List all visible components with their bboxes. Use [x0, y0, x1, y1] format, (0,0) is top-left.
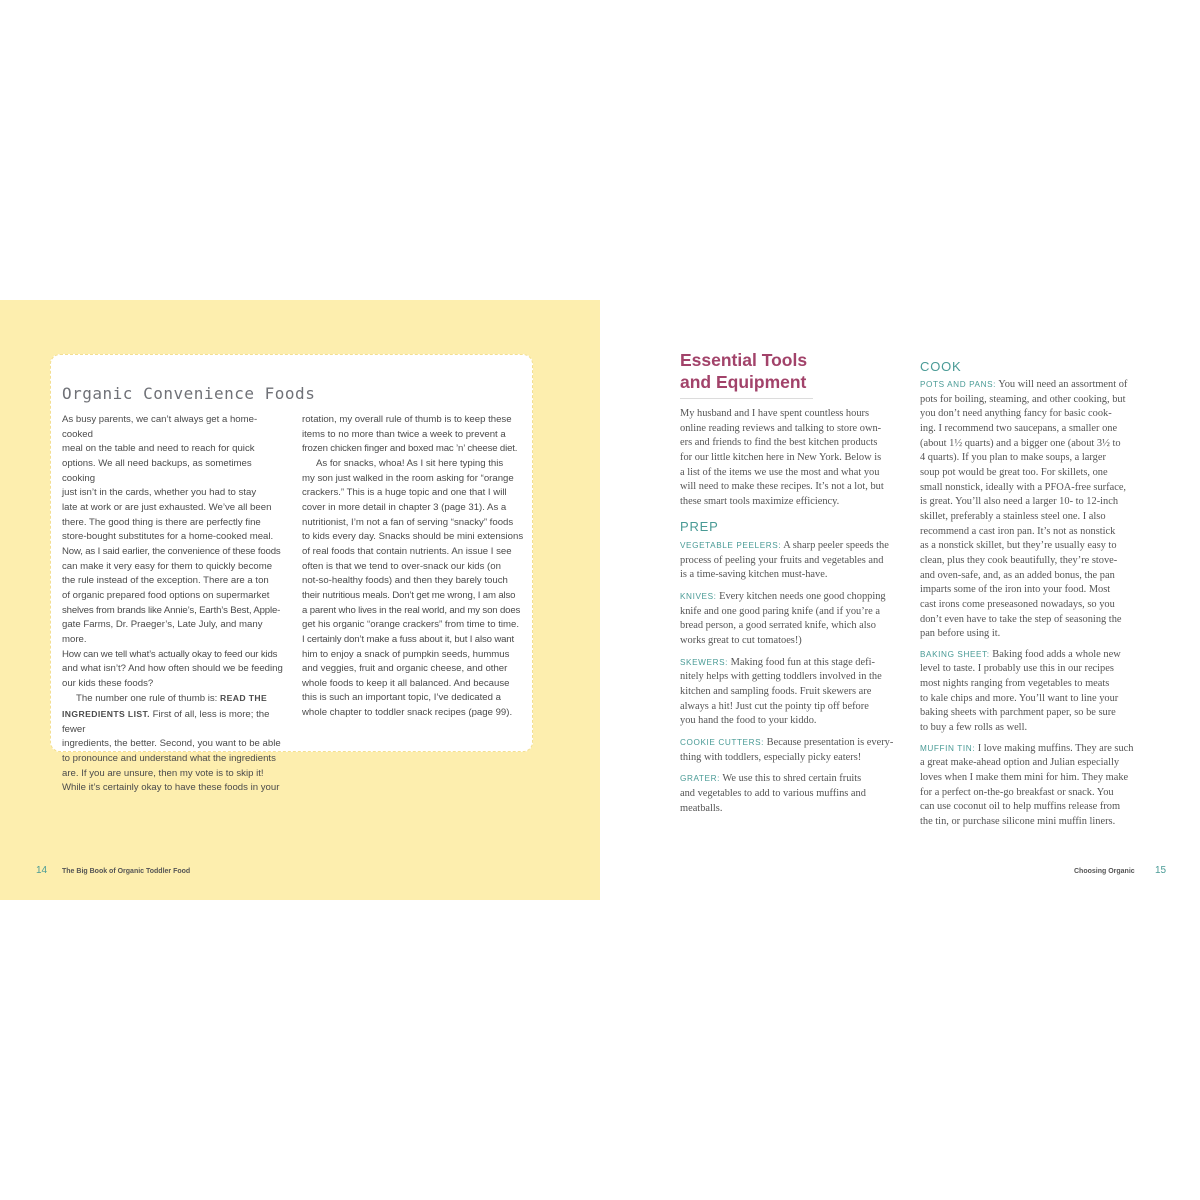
text-line: skillet, preferably a stainless steel one. I also [920, 510, 1106, 522]
text-line: don’t even have to take the step of seasoning the [920, 613, 1122, 625]
text-line: a parent who lives in the real world, and my son does [302, 604, 521, 616]
text-line: whole foods to keep it all balanced. And because [302, 677, 510, 689]
text-line: pots for boiling, steaming, and other cooking, but [920, 393, 1126, 405]
text-line: imparts some of the iron into your food. Most [920, 584, 1111, 596]
text-line: ingredients, the better. Second, you want to be able [62, 738, 281, 750]
text-line [680, 772, 900, 787]
page-title [680, 349, 807, 393]
prep-list [680, 539, 900, 823]
text-line: pan before using it. [920, 628, 1001, 640]
text-line: is a time-saving kitchen must-have. [680, 569, 828, 581]
text-line: of real foods that contain nutrients. An issue I see [302, 545, 512, 557]
text-line: their nutritious meals. Don’t get me wrong, I am also [302, 589, 516, 601]
text-run: First of all, less is more; the fewer [62, 709, 270, 735]
text-line: knife and one good paring knife (and if you’re a [680, 605, 880, 617]
text-run: You will need an assortment of [996, 379, 1128, 390]
text-line: and vegetables to add to various muffins and [680, 787, 866, 799]
text-run: A sharp peeler speeds the [781, 540, 889, 551]
text-line: there. The good thing is there are perfectly fine [62, 516, 261, 528]
text-line [920, 378, 1140, 393]
text-line: of organic prepared food options on supermarket [62, 589, 270, 601]
text-line: store-bought substitutes for a home-cooked meal. [62, 531, 274, 543]
text-line: for a perfect on-the-go breakfast or snack. You [920, 786, 1114, 798]
text-line: online reading reviews and talking to store own- [680, 422, 882, 434]
text-line: the rule instead of the exception. There are a ton [62, 575, 269, 587]
list-item-skewers [680, 656, 900, 729]
text-line: as a nonstick skillet, but they’re usually easy to [920, 540, 1117, 552]
text-line: As busy parents, we can’t always get a home-cooked [62, 414, 258, 440]
page-title-line-1: Essential Tools [680, 350, 808, 370]
text-line: level to taste. I probably use this in our recipes [920, 663, 1114, 675]
text-line [680, 736, 900, 751]
list-item-vegetable-peelers [680, 539, 900, 583]
text-line: most nights ranging from vegetables to meats [920, 678, 1110, 690]
text-line: and veggies, fruit and organic cheese, and other [302, 663, 508, 675]
text-line: you don’t need anything fancy for basic cook- [920, 408, 1112, 420]
term-label: BAKING SHEET: [920, 649, 990, 659]
text-line: is great. You’ll also need a larger 10- to 12-inch [920, 496, 1119, 508]
text-line: As for snacks, whoa! As I sit here typing this [316, 457, 504, 469]
text-line: can use coconut oil to help muffins release from [920, 801, 1121, 813]
text-line: to pronounce and understand what the ingredients [62, 753, 276, 765]
text-line [920, 648, 1140, 663]
text-line: crackers.” This is a huge topic and one that I will [302, 487, 507, 499]
text-line: My husband and I have spent countless hours [680, 408, 870, 419]
text-line: the tin, or purchase silicone mini muffin liners. [920, 816, 1116, 828]
text-line: get his organic “orange crackers” from time to time. [302, 619, 520, 631]
term-label: COOKIE CUTTERS: [680, 737, 765, 747]
title-divider [680, 398, 813, 399]
text-line: to kale chips and more. You’ll want to line your [920, 692, 1119, 704]
text-line: rotation, my overall rule of thumb is to keep these [302, 414, 512, 425]
text-line: thing with toddlers, especially picky eaters! [680, 751, 862, 763]
text-line: often is that we tend to over-snack our kids (on [302, 560, 501, 572]
list-item-grater [680, 772, 900, 816]
text-line [680, 539, 900, 554]
text-line: cast irons come preseasoned nowadays, so you [920, 598, 1115, 610]
text-line: just isn’t in the cards, whether you had to stay [62, 487, 257, 499]
sidebar-column-1 [62, 413, 284, 796]
term-label: POTS AND PANS: [920, 380, 997, 389]
emphasis-text: READ THE [219, 693, 268, 704]
text-line: to buy a few rolls as well. [920, 722, 1028, 734]
text-line: a list of the items we use the most and what you [680, 466, 880, 478]
prep-heading: PREP [680, 519, 719, 534]
running-title-right: Choosing Organic [1074, 868, 1135, 875]
text-line: bread person, a good serrated knife, which also [680, 620, 876, 632]
text-line: process of peeling your fruits and vegetables and [680, 554, 884, 566]
text-line: loves when I make them mini for him. They make [920, 772, 1129, 784]
text-line: gate Farms, Dr. Praeger’s, Late July, and many more. [62, 619, 263, 645]
text-line: this is such an important topic, I’ve dedicated a [302, 692, 501, 704]
text-line: not-so-healthy foods) and then they barely touch [302, 575, 508, 587]
text-run: The number one rule of thumb is: [76, 693, 220, 705]
text-line: nitely helps with getting toddlers involved in the [680, 671, 882, 683]
list-item-cookie-cutters [680, 736, 900, 765]
text-line: late at work or are just exhausted. We’ve all been [62, 501, 272, 513]
text-line: frozen chicken finger and boxed mac ’n’ cheese diet. [302, 443, 518, 455]
text-line: How can we tell what’s actually okay to feed our kids [62, 648, 278, 660]
text-line: items to no more than twice a week to prevent a [302, 428, 506, 440]
text-line: I certainly don’t make a fuss about it, but I also want [302, 633, 514, 645]
text-line: ing. I recommend two saucepans, a smaller one [920, 422, 1118, 434]
list-item-pots-and-pans [920, 378, 1140, 642]
text-line: 4 quarts). If you plan to make soups, a larger [920, 452, 1106, 464]
text-line: options. We all need backups, as sometimes cooking [62, 457, 252, 484]
text-run: We use this to shred certain fruits [719, 773, 862, 785]
intro-paragraph [680, 407, 900, 510]
text-run: I love making muffins. They are such [975, 742, 1134, 754]
text-line: cover in more detail in chapter 3 (page 31). As a [302, 501, 507, 513]
text-line: (about 1½ quarts) and a bigger one (about 3½ to [920, 437, 1121, 449]
page-number-right: 15 [1155, 865, 1167, 876]
text-run: Making food fun at this stage defi- [728, 656, 875, 668]
page-number-left: 14 [36, 865, 48, 876]
list-item-knives [680, 590, 900, 649]
text-line: for our little kitchen here in New York. Below is [680, 451, 882, 463]
text-line [680, 656, 900, 671]
text-line: always a hit! Just cut the pointy tip off before [680, 700, 869, 712]
text-line: baking sheets with parchment paper, so be sure [920, 707, 1116, 719]
sidebar-title: Organic Convenience Foods [62, 384, 316, 403]
text-line: to kids every day. Snacks should be mini extensions [302, 531, 524, 543]
list-item-baking-sheet [920, 648, 1140, 736]
term-label: KNIVES: [680, 591, 717, 601]
text-line: my son just walked in the room asking for “orange [302, 472, 514, 484]
text-line [62, 707, 284, 737]
term-label: SKEWERS: [680, 657, 729, 667]
text-line: soup pot would be great too. For skillets, one [920, 466, 1108, 478]
text-line: can make it very easy for them to quickly become [62, 560, 273, 572]
text-line: our kids these foods? [62, 677, 154, 689]
text-line: and oven-safe, and, as an added bonus, the pan [920, 569, 1115, 581]
text-line: you hand the food to your kiddo. [680, 715, 817, 727]
text-run: Because presentation is every- [764, 736, 894, 748]
text-run: Baking food adds a whole new [989, 648, 1121, 660]
text-line [680, 590, 900, 605]
text-line: and what isn’t? And how often should we be feeding [62, 663, 283, 675]
term-label: MUFFIN TIN: [920, 743, 976, 753]
text-line [62, 691, 284, 707]
term-label: GRATER: [680, 774, 720, 784]
text-line: works great to cut tomatoes!) [680, 634, 802, 646]
text-line [920, 742, 1140, 757]
text-line: clean, plus they cook beautifully, they’re stove- [920, 554, 1118, 566]
page-title-line-2: and Equipment [680, 372, 807, 392]
text-line: meatballs. [680, 802, 723, 814]
cook-list [920, 378, 1140, 836]
list-item-muffin-tin [920, 742, 1140, 830]
text-line: small nonstick, ideally with a PFOA-free surface, [920, 481, 1127, 493]
text-line: shelves from brands like Annie’s, Earth’s Best, Apple- [62, 604, 281, 616]
term-label: VEGETABLE PEELERS: [680, 541, 782, 550]
text-line: meal on the table and need to reach for quick [62, 443, 255, 455]
text-line: will need to make these recipes. It’s not a lot, but [680, 481, 884, 493]
text-line: these smart tools maximize efficiency. [680, 495, 840, 507]
text-line: nutritionist, I’m not a fan of serving “snacky” foods [302, 516, 514, 528]
text-line: kitchen and sampling foods. Fruit skewers are [680, 685, 872, 697]
text-line: Now, as I said earlier, the convenience of these foods [62, 545, 281, 557]
text-line: are. If you are unsure, then my vote is to skip it! [62, 767, 264, 779]
text-line: ers and friends to find the best kitchen products [680, 437, 878, 449]
running-title-left: The Big Book of Organic Toddler Food [62, 868, 191, 875]
cook-heading: COOK [920, 359, 962, 374]
text-run: Every kitchen needs one good chopping [716, 590, 886, 602]
text-line: While it’s certainly okay to have these foods in your [62, 782, 280, 794]
emphasis-text: INGREDIENTS LIST. [62, 709, 150, 720]
text-line: recommend a cast iron pan. It’s not as nonstick [920, 525, 1116, 537]
sidebar-column-2 [302, 413, 524, 721]
text-line: him to enjoy a snack of pumpkin seeds, hummus [302, 648, 510, 660]
text-line: whole chapter to toddler snack recipes (page 99). [302, 707, 513, 719]
text-line: a great make-ahead option and Julian especially [920, 757, 1120, 769]
